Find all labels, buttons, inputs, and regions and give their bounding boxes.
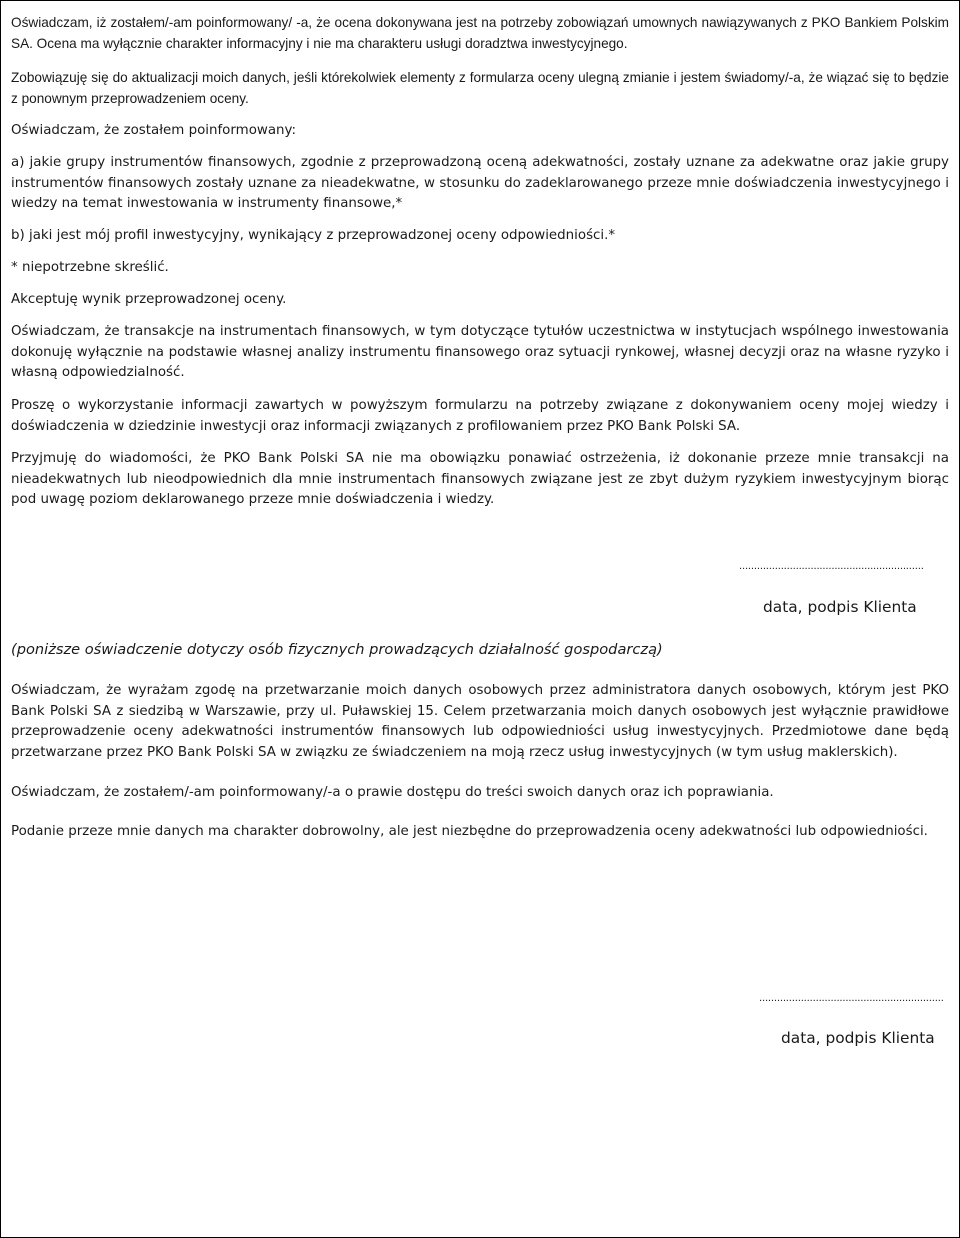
statement-data-access-right: Oświadczam, że zostałem/-am poinformowany/-a o prawie dostępu do treści swoich danych oraz ich poprawiania.	[11, 785, 774, 800]
statement-own-analysis: Oświadczam, że transakcje na instrumentach finansowych, w tym dotyczące tytułów uczestnictwa w instytucjach wspólnego inwestowania dokonuję wyłącznie na podstawie własnej analizy instrumentu finansowego oraz sytuacji rynkowej, własnej decyzji oraz na własne ryzyko i własną odpowiedzialność.	[11, 324, 949, 380]
statement-data-update: Zobowiązuję się do aktualizacji moich danych, jeśli którekolwiek elementy z formularza oceny ulegną zmianie i jestem świadomy/-a, że wiązać się to będzie z ponownym przeprowadzeniem oceny.	[11, 70, 949, 106]
statement-data-processing-consent: Oświadczam, że wyrażam zgodę na przetwarzanie moich danych osobowych przez administratora danych osobowych, którym jest PKO Bank Polski SA z siedzibą w Warszawie, przy ul. Puławskiej 15. Celem przetwarzania moich danych osobowych jest wyłącznie prawidłowe przeprowadzenie oceny adekwatności instrumentów finansowych lub odpowiedniości usług inwestycyjnych. Przedmiotowe dane będą przetwarzane przez PKO Bank Polski SA w związku ze świadczeniem na moją rzecz usług inwestycyjnych (w tym usług maklerskich).	[11, 683, 949, 760]
statement-use-information: Proszę o wykorzystanie informacji zawartych w powyższym formularzu na potrzeby związane z dokonywaniem oceny mojej wiedzy i doświadczenia w dziedzinie inwestycji oraz informacji związanych z profilowaniem przez PKO Bank Polski SA.	[11, 398, 949, 434]
statement-accept-result: Akceptuję wynik przeprowadzonej oceny.	[11, 292, 287, 307]
statement-item-a: a) jakie grupy instrumentów finansowych, zgodnie z przeprowadzoną oceną adekwatności, zostały uznane za adekwatne oraz jakie grupy instrumentów finansowych zostały uznane za nieadekwatne, w stosunku do zadeklarowanego przeze mnie doświadczenia inwestycyjnego i wiedzy na temat inwestowania w instrumenty finansowe,*	[11, 155, 949, 211]
note-business-persons: (poniższe oświadczenie dotyczy osób fizycznych prowadzących działalność gospodarczą)	[11, 641, 663, 658]
statement-voluntary-data: Podanie przeze mnie danych ma charakter dobrowolny, ale jest niezbędne do przeprowadzenia oceny adekwatności lub odpowiedniości.	[11, 824, 928, 839]
signature-line-2: ..............................................................	[759, 993, 944, 1004]
statement-item-b: b) jaki jest mój profil inwestycyjny, wynikający z przeprowadzonej oceny odpowiedniości.*	[11, 228, 616, 243]
footnote-strike-unnecessary: * niepotrzebne skreślić.	[11, 260, 169, 275]
statement-no-warning-obligation: Przyjmuję do wiadomości, że PKO Bank Polski SA nie ma obowiązku ponawiać ostrzeżenia, iż dokonanie przeze mnie transakcji na nieadekwatnych lub nieodpowiednich dla mnie instrumentach finansowych związane jest ze zbyt dużym ryzykiem inwestycyjnym biorąc pod uwagę poziom deklarowanego przeze mnie doświadczenia i wiedzy.	[11, 451, 949, 507]
statement-informed-intro: Oświadczam, że zostałem poinformowany:	[11, 123, 296, 138]
signature-line-1: ..............................................................	[739, 561, 924, 572]
signature-label-1: data, podpis Klienta	[763, 598, 917, 616]
signature-label-2: data, podpis Klienta	[781, 1029, 935, 1047]
statement-assessment-purpose: Oświadczam, iż zostałem/-am poinformowany/ -a, że ocena dokonywana jest na potrzeby zobowiązań umownych nawiązywanych z PKO Bankiem Polskim SA. Ocena ma wyłącznie charakter informacyjny i nie ma charakteru usługi doradztwa inwestycyjnego.	[11, 15, 949, 51]
